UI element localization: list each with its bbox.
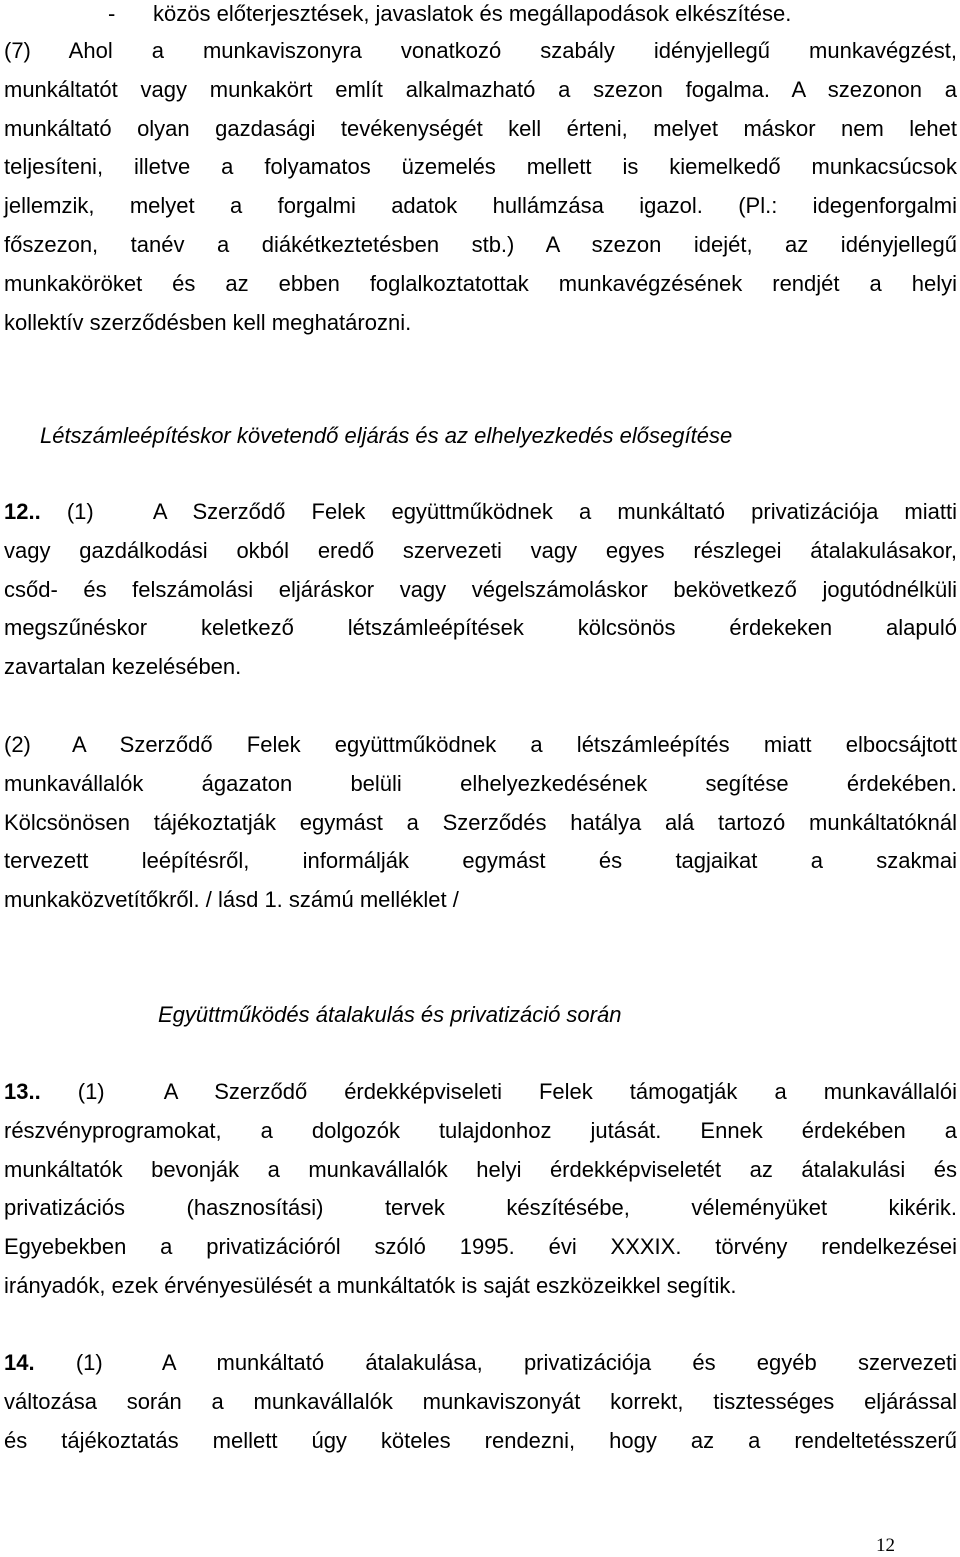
s12-2-line: tervezett leépítésről, informálják egymást és tagjaikat a szakmai	[4, 848, 957, 874]
page-number: 12	[876, 1535, 895, 1556]
s12-line: csőd- és felszámolási eljáráskor vagy végelszámoláskor bekövetkező jogutódnélküli	[4, 576, 957, 602]
s13-line: privatizációs (hasznosítási) tervek készítésébe, véleményüket kikérik.	[4, 1195, 957, 1221]
s12-line: zavartalan kezelésében.	[4, 654, 242, 680]
section-heading-layoffs: Létszámleépítéskor követendő eljárás és az elhelyezkedés elősegítése	[40, 423, 733, 448]
bullet-dash: -	[108, 1, 116, 26]
subsection-label: (1)	[77, 1079, 105, 1104]
s12-first-line	[4, 493, 957, 532]
para7-line: (7) Ahol a munkaviszonyra vonatkozó szabály idényjellegű munkavégzést,	[4, 38, 957, 63]
section-number-13: 13.	[4, 1079, 35, 1104]
subsection-label: (1)	[66, 499, 94, 524]
s12-2-line: A Szerződő Felek együttműködnek a létszámleépítés miatt elbocsájtott	[72, 732, 957, 757]
section-12-paragraph-1	[4, 493, 957, 687]
s12-2-first-line	[4, 726, 957, 765]
s13-first-line	[4, 1073, 957, 1112]
s13-line: részvényprogramokat, a dolgozók tulajdonhoz jutását. Ennek érdekében a	[4, 1117, 957, 1143]
s12-2-line: Kölcsönösen tájékoztatják egymást a Szerződés hatálya alá tartozó munkáltatóknál	[4, 809, 957, 835]
s12-2-line: munkaközvetítőkről. / lásd 1. számú melléklet /	[4, 887, 459, 913]
s12-line: A Szerződő Felek együttműködnek a munkáltató privatizációja miatti	[152, 499, 957, 524]
bullet-text: közös előterjesztések, javaslatok és megállapodások elkészítése.	[153, 1, 792, 26]
s14-first-line	[4, 1344, 957, 1383]
para7-line: jellemzik, melyet a forgalmi adatok hullámzása igazol. (Pl.: idegenforgalmi	[4, 193, 957, 219]
s14-line: A munkáltató átalakulása, privatizációja és egyéb szervezeti	[161, 1350, 957, 1375]
section-12-paragraph-2	[4, 726, 957, 920]
para7-line: munkáltatót vagy munkakört említ alkalmazható a szezon fogalma. A szezonon a	[4, 76, 957, 102]
para7-line: munkáltató olyan gazdasági tevékenységét kell érteni, melyet máskor nem lehet	[4, 115, 957, 141]
s12-2-line: munkavállalók ágazaton belüli elhelyezkedésének segítése érdekében.	[4, 770, 957, 796]
para7-line: teljesíteni, illetve a folyamatos üzemelés mellett is kiemelkedő munkacsúcsok	[4, 154, 957, 180]
para7-line: munkaköröket és az ebben foglalkoztatottak munkavégzésének rendjét a helyi	[4, 270, 957, 296]
section-number-12: 12.	[4, 499, 35, 524]
s12-line: megszűnéskor keletkező létszámleépítések kölcsönös érdekeken alapuló	[4, 615, 957, 641]
subsection-label: (1)	[75, 1350, 103, 1375]
section-13-paragraph-1	[4, 1073, 957, 1306]
s12-line: vagy gazdálkodási okból eredő szervezeti vagy egyes részlegei átalakulásakor,	[4, 537, 957, 563]
s13-line: irányadók, ezek érvényesülését a munkáltatók is saját eszközeikkel segítik.	[4, 1272, 737, 1298]
para7-line: kollektív szerződésben kell meghatározni.	[4, 309, 412, 335]
s14-line: és tájékoztatás mellett úgy köteles rendezni, hogy az a rendeltetésszerű	[4, 1427, 957, 1453]
s13-line: A Szerződő érdekképviseleti Felek támogatják a munkavállalói	[163, 1079, 957, 1104]
section-number-14: 14.	[4, 1350, 35, 1375]
section-14-paragraph-1	[4, 1344, 957, 1460]
s14-line: változása során a munkavállalók munkaviszonyát korrekt, tisztességes eljárással	[4, 1388, 957, 1414]
para7-line: főszezon, tanév a diákétkeztetésben stb.) A szezon idejét, az idényjellegű	[4, 231, 957, 257]
paragraph-7	[4, 32, 957, 342]
subsection-label: (2)	[4, 732, 31, 757]
section-heading-privatization: Együttműködés átalakulás és privatizáció során	[158, 1002, 622, 1027]
s13-line: munkáltatók bevonják a munkavállalók helyi érdekképviseletét az átalakulási és	[4, 1156, 957, 1182]
section-dot: .	[34, 1079, 41, 1104]
section-dot: .	[34, 499, 41, 524]
s13-line: Egyebekben a privatizációról szóló 1995. évi XXXIX. törvény rendelkezései	[4, 1234, 957, 1260]
